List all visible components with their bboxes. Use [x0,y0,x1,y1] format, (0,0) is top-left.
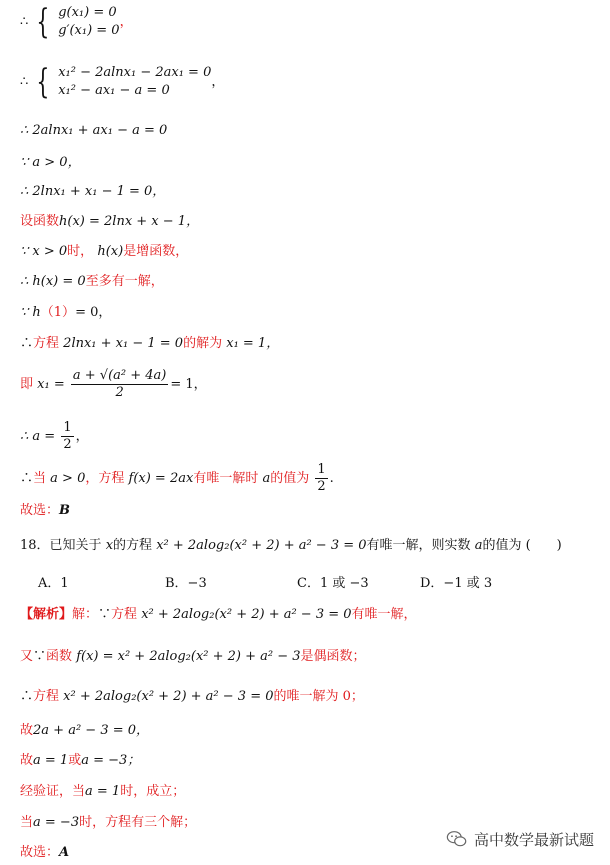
watermark-text: 高中数学最新试题 [473,830,594,849]
option-a: A．1 [38,576,69,591]
option-d: D．−1 或 3 [420,576,493,591]
text-span: 故 [20,723,34,738]
numerator: 1 [317,462,326,477]
line-system-g: ∴ { g(x₁) = 0 g′(x₁) = 0 ， [20,2,133,42]
math-span: a = 1 [85,784,121,799]
text-span: 有唯一解时 [193,471,259,486]
denominator: 2 [63,437,72,452]
text-span: 当 [33,471,47,486]
conclusion-line: ∴当 a > 0，方程 f(x) = 2ax有唯一解时 a的值为 $\frac{1}{2}$ . [20,462,334,494]
math-span: ∵ [98,607,112,622]
roots-line [20,752,140,770]
text-span: 时，方程有三个解； [79,815,197,830]
text-span: 方程 [33,689,60,704]
math-span: ∴ [20,471,34,486]
math-span: x² + 2alog₂(x² + 2) + a² − 3 = 0 [141,607,352,622]
math-span: x₁ = 1， [226,336,280,351]
solution-line [20,335,279,353]
math-span: x₁ = [37,377,65,392]
unique-solution-line [20,688,364,706]
question-18 [20,537,562,555]
text-span: 是增函数， [123,244,189,259]
text-span: 已知关于 [49,538,102,553]
math-span: ∴ a = [20,429,56,444]
h1-line [20,304,111,322]
text-span: 故选： [20,503,60,518]
text-span: 的值为 ( ) [482,538,562,553]
text-span: 方程 [111,607,138,622]
text-span: 即 [20,377,34,392]
equation-line: ∵ a > 0， [20,155,81,170]
math-span: x [105,538,114,553]
text-span: 当 [20,815,34,830]
verify-line [20,783,185,801]
option-b: B．−3 [165,576,207,591]
math-span: = 0， [75,305,112,320]
quadratic-line [20,722,149,740]
text-span: 时，成立； [120,784,186,799]
define-function-line [20,213,199,231]
therefore-symbol: ∴ [20,74,33,90]
math-span: ∴ [20,689,34,704]
math-span: a > 0 [50,471,86,486]
text-span: 方程 [33,336,60,351]
math-span: = 1， [170,377,207,392]
option-c: C．1 或 −3 [297,576,369,591]
text-span: 是偶函数； [300,649,366,664]
text-span: 故选： [20,845,60,860]
left-brace: { [36,62,50,102]
math-span: ∵ h [20,305,41,320]
line-system-x: ∴ { x₁² − 2alnx₁ − 2ax₁ = 0 x₁² − ax₁ − a = 0 ， [20,62,225,102]
text-span: ，方程 [85,471,125,486]
math-span: 2lnx₁ + x₁ − 1 = 0 [63,336,184,351]
equation-system [58,64,211,100]
fraction [61,420,73,453]
text-span: 的唯一解为 0； [273,689,364,704]
denominator: 2 [317,479,326,494]
equation-line: x₁² − ax₁ − a = 0 [58,83,170,98]
fraction [71,368,168,401]
answer: A [59,845,70,860]
math-span: a [474,538,483,553]
math-span: h(x) = 2lnx + x − 1， [59,214,200,229]
fraction [315,462,327,495]
math-span: ∵ x > 0 [20,244,68,259]
solution-start [20,606,417,624]
math-span: ∵ [33,649,47,664]
math-span: a = −3； [81,753,141,768]
math-span: x² + 2alog₂(x² + 2) + a² − 3 = 0 [63,689,274,704]
math-span: h(x) [97,244,124,259]
watermark [446,828,594,850]
math-span: 2a + a² − 3 = 0， [33,723,150,738]
wechat-icon [446,828,468,850]
equation-line: g(x₁) = 0 [58,5,117,20]
even-function-line [20,648,366,666]
text-span: （1） [40,305,76,320]
text-span: 设函数 [20,214,60,229]
text-span: 故 [20,753,34,768]
numerator: 1 [63,420,72,435]
question-number: 18． [20,538,50,553]
text-span: 或 [68,753,82,768]
math-span: f(x) = 2ax [128,471,194,486]
text-span: 的值为 [270,471,310,486]
fraction-line-x1 [20,368,207,401]
equation-line: ∴ 2lnx₁ + x₁ − 1 = 0， [20,184,166,199]
equation-line: g′(x₁) = 0 [58,23,120,38]
text-span: 解： [72,607,99,622]
math-span: f(x) = x² + 2alog₂(x² + 2) + a² − 3 [76,649,301,664]
math-span: ∴ h(x) = 0 [20,274,86,289]
math-span: a [262,471,271,486]
equation-system [58,4,119,40]
text-span: 的解为 [183,336,223,351]
math-span: x² + 2alog₂(x² + 2) + a² − 3 = 0 [156,538,367,553]
fraction-line-a: ∴ a = $\frac{1}{2}$ ， [20,420,89,452]
text-span: 经验证，当 [20,784,86,799]
text-span: 的方程 [113,538,153,553]
at-most-one-line [20,273,164,291]
text-span: 至多有一解， [85,274,164,289]
numerator: a + √(a² + 4a) [72,368,167,383]
answer-line-b [20,502,70,520]
three-solutions-line [20,814,196,832]
left-brace: { [36,2,50,42]
text-span: 又 [20,649,34,664]
math-span: ∴ [20,336,34,351]
text-span: 有唯一解， [351,607,417,622]
text-span: 有唯一解，则实数 [366,538,471,553]
equation-line: x₁² − 2alnx₁ − 2ax₁ = 0 [58,65,212,80]
increasing-line [20,243,188,261]
text-span: 函数 [46,649,73,664]
math-span: a = −3 [33,815,80,830]
text-span: 时， [67,244,94,259]
math-span: a = 1 [33,753,69,768]
answer-line-a [20,844,69,862]
therefore-symbol: ∴ [20,14,33,30]
equation-line: ∴ 2alnx₁ + ax₁ − a = 0 [20,123,168,138]
answer: B [59,503,71,518]
analysis-tag: 【解析】 [20,607,73,622]
denominator: 2 [115,385,124,400]
